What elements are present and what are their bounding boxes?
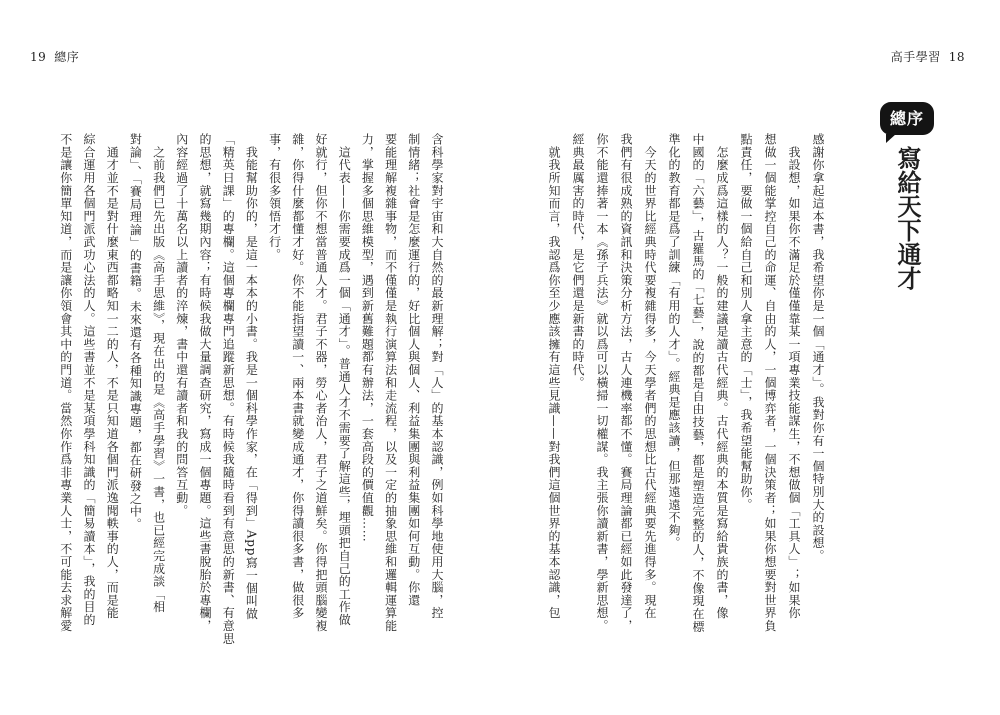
text-column: 你不能還捧著一本《孫子兵法》就以爲可以橫掃一切權謀。我主張你讀新書，學新思想。 bbox=[595, 133, 609, 633]
text-column: 想做一個能掌控自己的命運、自由的人，一個博弈者，一個決策者；如果你想要對世界負 bbox=[763, 133, 777, 633]
text-column: 我能幫助你的，是這一本本的小書。我是一個科學作家，在「得到」App寫一個叫做 bbox=[244, 133, 259, 621]
text-column: 內容經過了十萬名以上讀者的淬煉，書中還有讀者和我的問答互動。 bbox=[174, 133, 189, 517]
page-number: 19 bbox=[30, 50, 47, 64]
page-header-right bbox=[891, 49, 965, 65]
text-column: 力，掌握多個思維模型，遇到新舊難題都有辦法，一套高段的價值觀…… bbox=[360, 133, 375, 543]
text-column: 好就行，但你不想當普通人才。君子不器，勞心者治人，君子之道鮮矣。你得把頭腦變複 bbox=[314, 133, 328, 633]
text-column: 雜，你得什麼都懂才好。你不能指望讀一、兩本書就變成通才，你得讀很多書，做很多 bbox=[290, 133, 305, 620]
chapter-badge: 總序 bbox=[880, 102, 934, 135]
page-header-left bbox=[30, 49, 79, 65]
text-column: 之前我們已先出版《高手思維》，現在出的是《高手學習》一書，也已經完成談「相 bbox=[151, 133, 166, 614]
chapter-title: 寫給天下通才 bbox=[893, 146, 921, 290]
running-head: 高手學習 bbox=[890, 50, 941, 64]
text-column: 點責任，要做一個給自己和別人拿主意的「士」，我希望能幫助你。 bbox=[739, 133, 753, 511]
text-column: 「精英日課」的專欄。這個專欄專門追蹤新思想。有時候我隨時看到有意思的新書、有意思 bbox=[221, 133, 236, 645]
text-column: 對論」、「賽局理論」的書籍。未來還有各種知識專題，都在研發之中。 bbox=[128, 133, 143, 531]
text-column: 綜合運用各個門派武功心法的人。這些書並不是某項學科知識的「簡易讀本」，我的目的 bbox=[82, 133, 96, 627]
page-number: 18 bbox=[948, 50, 965, 64]
text-column: 要能理解複雜事物，而不僅僅是執行演算法和走流程，以及一定的抽象思維和邏輯運算能 bbox=[383, 133, 398, 633]
text-column: 今天的世界比經典時代要複雜得多，今天學者們的思想比古代經典要先進得多。現在 bbox=[643, 133, 657, 620]
text-column: 我們有很成熟的資訊和決策分析方法，古人連機率都不懂。賽局理論都已經如此發達了， bbox=[619, 133, 633, 633]
text-column: 就我所知而言，我認爲你至少應該擁有這些見識——對我們這個世界的基本認識，包 bbox=[547, 133, 561, 620]
text-column: 事，有很多領悟才行。 bbox=[267, 133, 282, 261]
text-column: 準化的教育都是爲了訓練「有用的人才」。經典是應該讀，但那遠遠不夠。 bbox=[667, 133, 681, 550]
text-column: 含科學家對宇宙和大自然的最新理解；對「人」的基本認識，例如科學地使用大腦，控 bbox=[430, 133, 444, 620]
text-column: 這代表——你需要成爲一個「通才」。普通人才不需要了解這些，埋頭把自己的工作做 bbox=[337, 133, 352, 627]
right-page bbox=[500, 0, 1000, 715]
text-column: 的思想，就寫幾期內容；有時候我做大量調查研究，寫成一個專題。這些書脫胎於專欄， bbox=[198, 133, 212, 633]
text-column: 制情緒；社會是怎麼運行的，好比個人與個人、利益集團與利益集團如何互動。你還 bbox=[406, 133, 421, 607]
text-column: 中國的「六藝」，古羅馬的「七藝」，說的都是自由技藝，都是塑造完整的人，不像現在標 bbox=[691, 133, 705, 633]
text-column: 不是讓你簡單知道，而是讓你領會其中的門道。當然你作爲非專業人士，不可能去求解愛 bbox=[58, 133, 73, 633]
running-head: 總序 bbox=[54, 50, 80, 64]
text-column: 我設想，如果你不滿足於僅僅靠某一項專業技能謀生，不想做個「工具人」；如果你 bbox=[787, 133, 801, 620]
text-column: 怎麼成爲這樣的人？一般的建議是讀古代經典。古代經典的本質是寫給貴族的書，像 bbox=[715, 133, 729, 620]
text-column: 通才並不是對什麼東西都略知一二的人，不是只知道各個門派逸聞軼事的人，而是能 bbox=[105, 133, 120, 620]
text-column: 經典最厲害的時代，是它們還是新書的時代。 bbox=[571, 133, 585, 389]
text-column: 感謝你拿起這本書，我希望你是一個「通才」。我對你有一個特別大的設想。 bbox=[811, 133, 825, 563]
